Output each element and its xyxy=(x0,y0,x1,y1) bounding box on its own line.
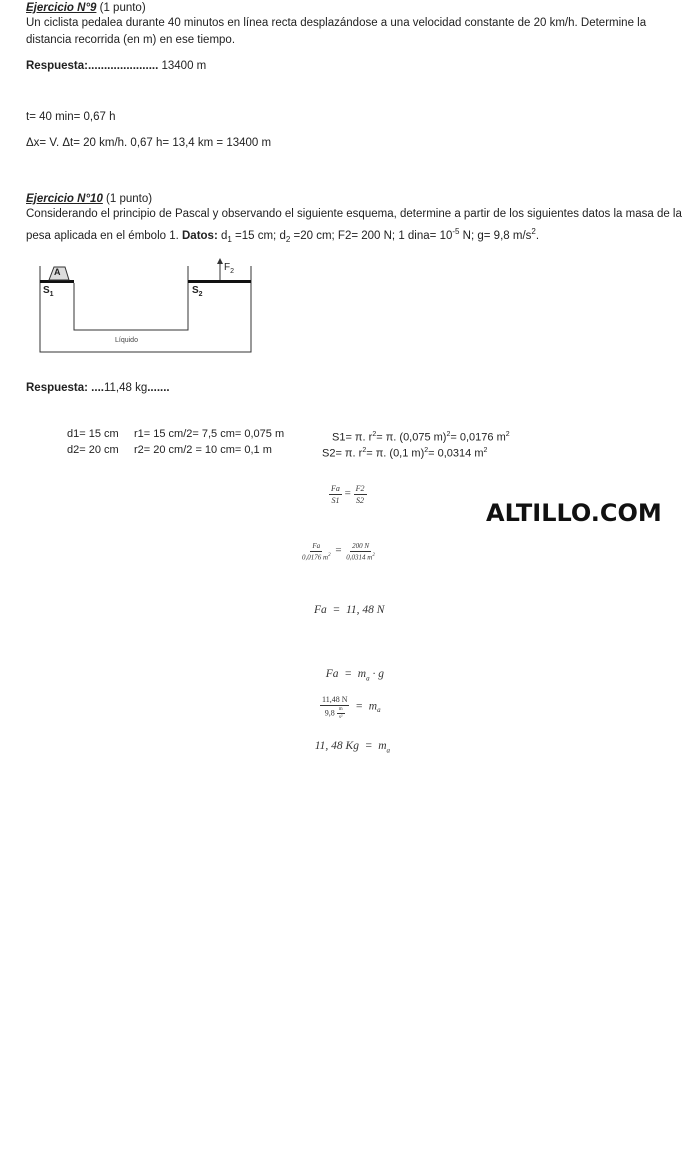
denominator-exp: 2 xyxy=(328,553,331,558)
s1-formula-exp: 2 xyxy=(372,431,377,438)
unit-numerator: m xyxy=(338,707,343,712)
exercise-9-statement-line-1: Un ciclista pedalea durante 40 minutos en línea recta desplazándose a una velocidad constante de 20 km/h. Determine la xyxy=(26,17,647,29)
calc-row-2-d2: d2= 20 cm xyxy=(67,444,119,456)
fraction-force-gravity xyxy=(320,695,349,720)
denominator-value: 0,0176 m xyxy=(302,553,329,562)
s1-result-exp: 2 xyxy=(505,431,510,438)
calc-row-1-r1: r1= 15 cm/2= 7,5 cm= 0,075 m xyxy=(134,428,285,440)
s1-substitution-exp: 2 xyxy=(446,431,451,438)
denominator-value: 0,0314 m xyxy=(346,553,373,562)
s2-label xyxy=(192,285,203,298)
exercise-10-answer-dots: ....... xyxy=(147,382,170,394)
s2-result-exp: 2 xyxy=(483,447,488,454)
mass-subscript: a xyxy=(386,746,391,755)
exercise-9-answer-label: Respuesta:...................... xyxy=(26,60,159,72)
fraction-denominator: S2 xyxy=(356,496,365,505)
container-outer-wall xyxy=(40,266,251,352)
fraction-numerator: Fa xyxy=(331,484,340,493)
pascal-diagram xyxy=(38,258,254,356)
s1-label xyxy=(43,285,54,298)
force-f2-label xyxy=(224,262,234,275)
equals-sign: = xyxy=(341,487,354,500)
s2-subscript: 2 xyxy=(198,291,203,298)
exercise-9-answer-value: 13400 m xyxy=(158,60,207,72)
exercise-10-answer-value: 11,48 kg xyxy=(103,382,148,394)
force-letter: F xyxy=(224,262,231,273)
force-arrow-head xyxy=(217,258,223,264)
unit-denominator: s² xyxy=(339,715,343,720)
fraction-f2-s2 xyxy=(354,484,367,505)
exercise-9-points: (1 punto) xyxy=(96,2,146,14)
s1-subscript: 1 xyxy=(49,291,54,298)
equation-rhs: = m xyxy=(349,700,378,713)
s1-letter: S xyxy=(43,285,50,296)
equation-newton xyxy=(320,656,384,682)
g-exponent: 2 xyxy=(531,227,536,236)
exercise-10-answer xyxy=(26,380,170,397)
fraction-fa-s1 xyxy=(329,484,342,505)
exercise-9-title: Ejercicio N°9 xyxy=(26,2,97,14)
calc-row-2-s2 xyxy=(322,442,487,463)
liquid-label: Líquido xyxy=(115,337,138,344)
equation-pascal-ratio xyxy=(329,484,367,505)
fraction-numerator: 200 N xyxy=(352,542,370,550)
equals-sign: = xyxy=(332,544,345,557)
exercise-9-answer xyxy=(26,58,206,75)
fraction-denominator xyxy=(344,552,377,561)
s2-letter: S xyxy=(192,285,199,296)
s2-result: = 0,0314 m xyxy=(428,447,484,460)
exercise-10-answer-label: Respuesta: .... xyxy=(26,382,104,394)
fraction-numerator: 11,48 N xyxy=(322,695,348,704)
force-subscript: 2 xyxy=(230,268,235,275)
calc-row-1-d1: d1= 15 cm xyxy=(67,428,119,440)
pascal-diagram-svg xyxy=(38,258,254,356)
mass-subscript: a xyxy=(377,705,381,714)
fraction-denominator xyxy=(323,706,347,720)
d1-value: =15 cm; d xyxy=(231,229,286,242)
fraction-force-area2 xyxy=(344,542,377,561)
weight-a-label: A xyxy=(54,267,61,277)
s1-substitution: = π. (0,075 m) xyxy=(376,431,447,444)
altillo-watermark: ALTILLO.COM xyxy=(486,499,662,527)
s1-result: = 0,0176 m xyxy=(450,431,506,444)
dina-exponent: -5 xyxy=(452,227,460,236)
piston-2 xyxy=(188,280,251,283)
s2-formula-exp: 2 xyxy=(362,447,367,454)
d1-subscript: 1 xyxy=(227,235,232,245)
exercise-10-statement-line-2 xyxy=(26,223,539,248)
equation-mass-division xyxy=(316,686,381,720)
container-inner-wall xyxy=(74,266,188,330)
exercise-10-points: (1 punto) xyxy=(102,193,153,205)
s2-substitution-exp: 2 xyxy=(424,447,429,454)
equation-substitution xyxy=(300,542,377,561)
exercise-9-statement-line-2: distancia recorrida (en m) en ese tiempo. xyxy=(26,34,236,46)
statement-end: . xyxy=(535,229,540,242)
fraction-fa-area1 xyxy=(300,542,333,561)
s2-substitution: = π. (0,1 m) xyxy=(366,447,425,460)
fraction-numerator: F2 xyxy=(355,484,365,493)
d1-text: d xyxy=(217,229,228,242)
exercise-10-title: Ejercicio N°10 xyxy=(26,193,103,205)
gravity-value: 9,8 xyxy=(324,708,337,718)
equation-fa-result: Fa = 11, 48 N xyxy=(314,604,385,616)
g-value: N; g= 9,8 m/s xyxy=(459,229,532,242)
equation-lhs: Fa = m xyxy=(325,668,367,680)
equation-gravity: · g xyxy=(369,668,384,680)
statement-text: pesa aplicada en el émbolo 1. xyxy=(26,229,182,242)
mass-subscript: a xyxy=(366,674,370,683)
denominator-exp: 2 xyxy=(372,553,375,558)
s2-formula: S2= π. r xyxy=(322,447,363,460)
s1-formula: S1= π. r xyxy=(332,431,373,444)
exercise-9-work-line-2: Δx= V. Δt= 20 km/h. 0,67 h= 13,4 km = 13400 m xyxy=(26,137,272,149)
gravity-unit-fraction xyxy=(337,707,345,720)
fraction-numerator: Fa xyxy=(312,542,321,550)
d2-subscript: 2 xyxy=(285,235,291,245)
equation-lhs: 11, 48 Kg = m xyxy=(314,740,387,752)
exercise-10-statement-line-1: Considerando el principio de Pascal y observando el siguiente esquema, determine a partir de los siguientes datos la masa de la xyxy=(26,208,682,220)
fraction-denominator xyxy=(300,552,333,561)
d2-value: =20 cm; F2= 200 N; 1 dina= 10 xyxy=(290,229,453,242)
datos-label: Datos: xyxy=(182,229,218,242)
equation-mass-result xyxy=(309,728,390,754)
fraction-denominator: S1 xyxy=(331,496,340,505)
exercise-9-work-line-1: t= 40 min= 0,67 h xyxy=(26,111,116,123)
calc-row-2-r2: r2= 20 cm/2 = 10 cm= 0,1 m xyxy=(134,444,272,456)
